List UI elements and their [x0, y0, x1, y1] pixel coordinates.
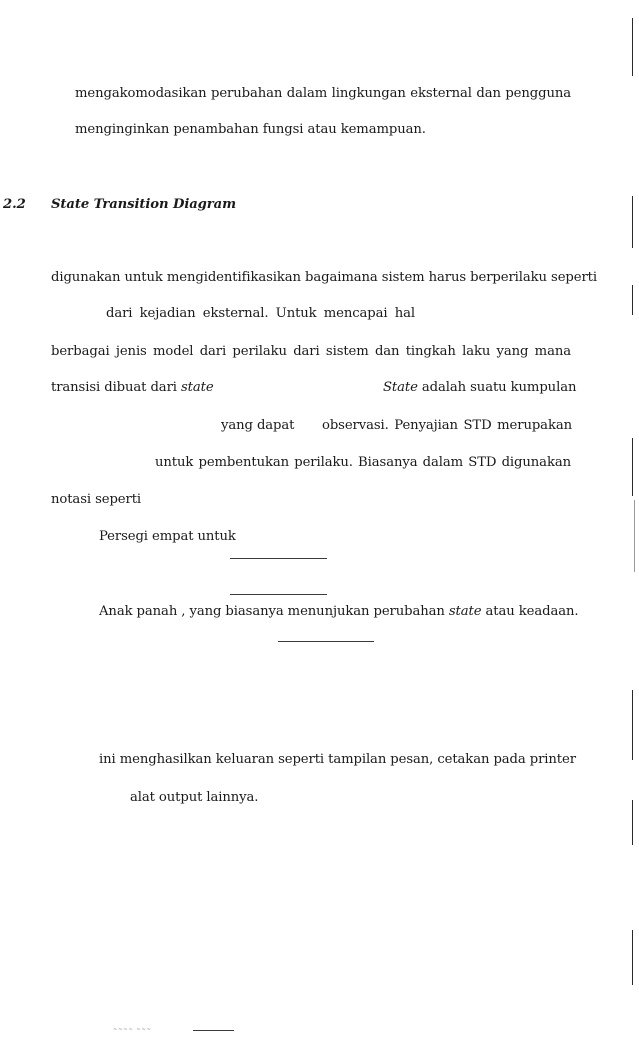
paragraph-main-line-4-right	[383, 380, 577, 396]
scan-edge-bar-7	[632, 800, 633, 845]
scan-edge-bar-3	[632, 285, 633, 315]
scan-edge-bar-6	[632, 690, 633, 760]
paragraph-main-line-4-left	[51, 380, 214, 396]
arrow-text-prefix: Anak panah , yang biasanya menunjukan perubahan	[99, 604, 445, 619]
paragraph-main-line-6: untuk pembentukan perilaku. Biasanya dalam STD digunakan	[155, 455, 571, 470]
arrow-text-suffix: atau keadaan.	[485, 604, 579, 619]
line-4-right-text: adalah suatu kumpulan	[421, 380, 577, 395]
arrow-state-term: state	[448, 604, 482, 619]
footer-underline	[193, 1030, 234, 1031]
section-number: 2.2	[3, 197, 26, 212]
scan-edge-bar-8	[632, 930, 633, 985]
notation-item-rectangle: Persegi empat untuk	[99, 529, 236, 544]
scan-edge-bar-1	[632, 18, 633, 76]
paragraph-output-line-1: ini menghasilkan keluaran seperti tampilan pesan, cetakan pada printer	[99, 752, 576, 767]
paragraph-main-line-1: digunakan untuk mengidentifikasikan bagaimana sistem harus berperilaku seperti	[51, 270, 597, 285]
paragraph-top-line-2: menginginkan penambahan fungsi atau kemampuan.	[75, 122, 426, 137]
scan-edge-bar-4	[632, 438, 633, 496]
paragraph-output-line-2: alat output lainnya.	[130, 790, 259, 805]
paragraph-main-line-3: berbagai jenis model dari perilaku dari sistem dan tingkah laku yang mana	[51, 344, 571, 359]
paragraph-main-line-7: notasi seperti	[51, 492, 142, 507]
blank-underline-3	[278, 641, 374, 642]
notation-item-arrow	[99, 604, 578, 620]
line-4-state-term-capital: State	[383, 380, 418, 395]
blank-underline-2	[230, 594, 327, 595]
scan-edge-bar-5	[634, 500, 635, 572]
blank-underline-1	[230, 558, 327, 559]
paragraph-main-line-5-left: yang dapat	[221, 418, 295, 433]
paragraph-main-line-2: dari kejadian eksternal. Untuk mencapai hal	[106, 306, 415, 321]
paragraph-main-line-5-right: observasi. Penyajian STD merupakan	[322, 418, 572, 433]
paragraph-top-line-1: mengakomodasikan perubahan dalam lingkungan eksternal dan pengguna	[75, 86, 571, 101]
line-4-text: transisi dibuat dari	[51, 380, 177, 395]
scan-edge-bar-2	[632, 196, 633, 248]
line-4-state-term: state	[181, 380, 214, 395]
footer-scan-mark: ~~~~ ~~~	[113, 1027, 152, 1033]
section-title: State Transition Diagram	[51, 197, 236, 212]
